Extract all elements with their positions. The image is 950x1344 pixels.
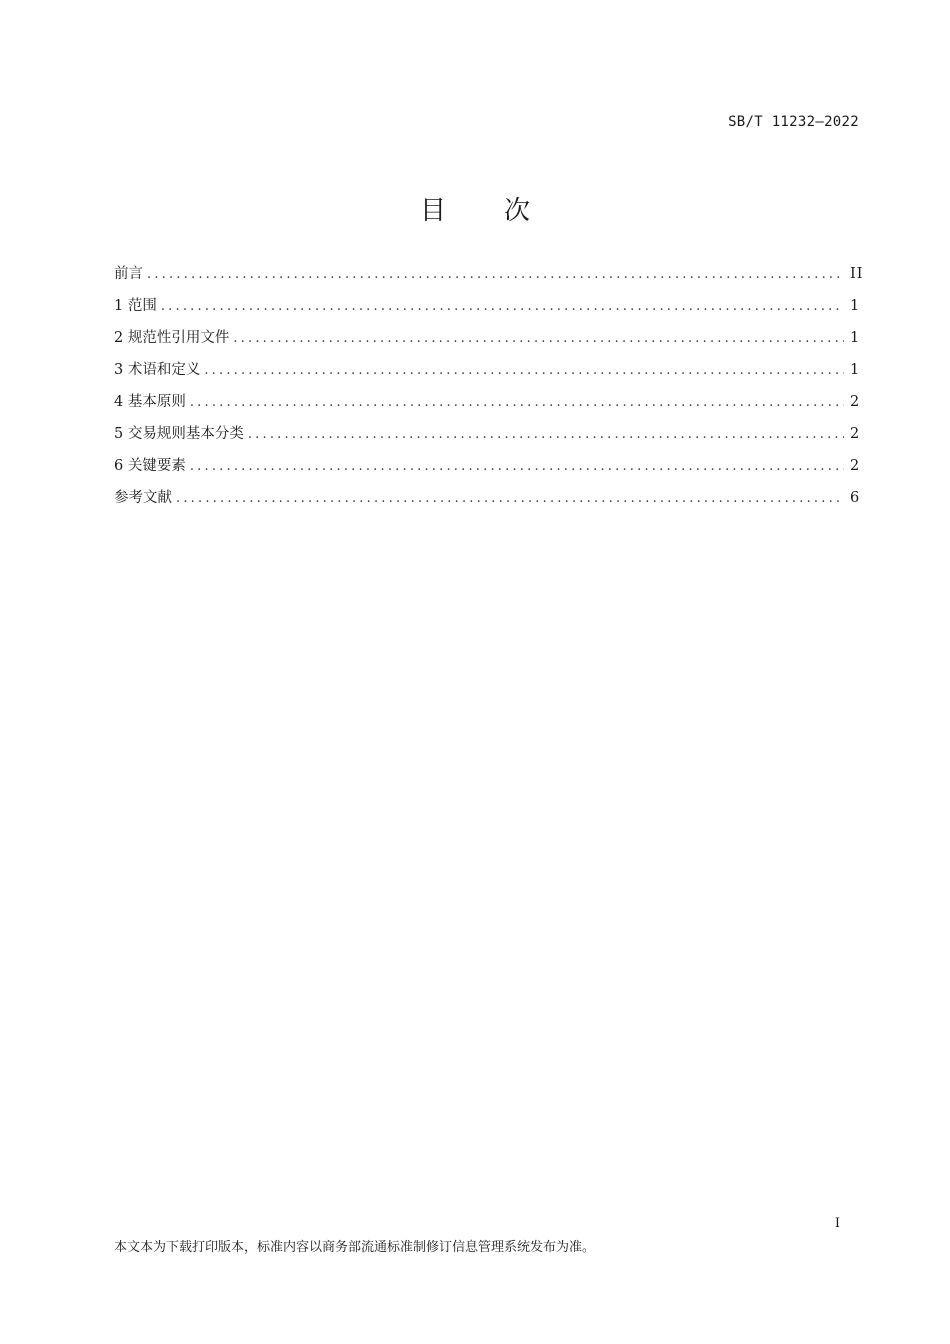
toc-dot-leader <box>233 331 844 346</box>
toc-entry-label: 前言 <box>114 266 143 282</box>
toc-entry-label: 2 规范性引用文件 <box>114 330 230 346</box>
toc-entry-label: 4 基本原则 <box>114 394 186 410</box>
toc-dot-leader <box>147 267 844 282</box>
toc-entry-foreword[interactable] <box>114 262 864 294</box>
toc-entry-page: 2 <box>850 394 861 410</box>
title-char-1: 目 <box>419 196 446 226</box>
toc-entry-page: 2 <box>850 426 861 442</box>
footer-note: 本文本为下载打印版本，标准内容以商务部流通标准制修订信息管理系统发布为准。 <box>114 1240 596 1255</box>
toc-dot-leader <box>190 459 844 474</box>
toc-entry-label: 参考文献 <box>114 490 172 506</box>
toc-entry-page: 1 <box>850 330 861 346</box>
page-title <box>0 190 950 227</box>
toc-entry-page: 1 <box>850 298 861 314</box>
toc-entry-terms[interactable] <box>114 358 860 390</box>
toc-entry-classification[interactable] <box>114 422 860 454</box>
title-char-2: 次 <box>504 196 531 226</box>
toc-entry-principles[interactable] <box>114 390 860 422</box>
toc-entry-page: 6 <box>850 490 861 506</box>
standard-code: SB/T 11232—2022 <box>728 114 859 130</box>
table-of-contents <box>114 262 864 518</box>
toc-entry-label: 6 关键要素 <box>114 458 186 474</box>
page-number: I <box>834 1216 840 1231</box>
toc-entry-page: II <box>850 266 864 282</box>
toc-dot-leader <box>204 363 844 378</box>
toc-entry-label: 3 术语和定义 <box>114 362 201 378</box>
toc-entry-normative-references[interactable] <box>114 326 860 358</box>
toc-entry-key-elements[interactable] <box>114 454 860 486</box>
toc-dot-leader <box>248 427 844 442</box>
toc-entry-scope[interactable] <box>114 294 860 326</box>
toc-entry-label: 5 交易规则基本分类 <box>114 426 244 442</box>
toc-entry-label: 1 范围 <box>114 298 157 314</box>
toc-dot-leader <box>176 491 844 506</box>
toc-entry-bibliography[interactable] <box>114 486 860 518</box>
toc-dot-leader <box>161 299 844 314</box>
toc-entry-page: 1 <box>850 362 861 378</box>
toc-entry-page: 2 <box>850 458 861 474</box>
toc-dot-leader <box>190 395 844 410</box>
